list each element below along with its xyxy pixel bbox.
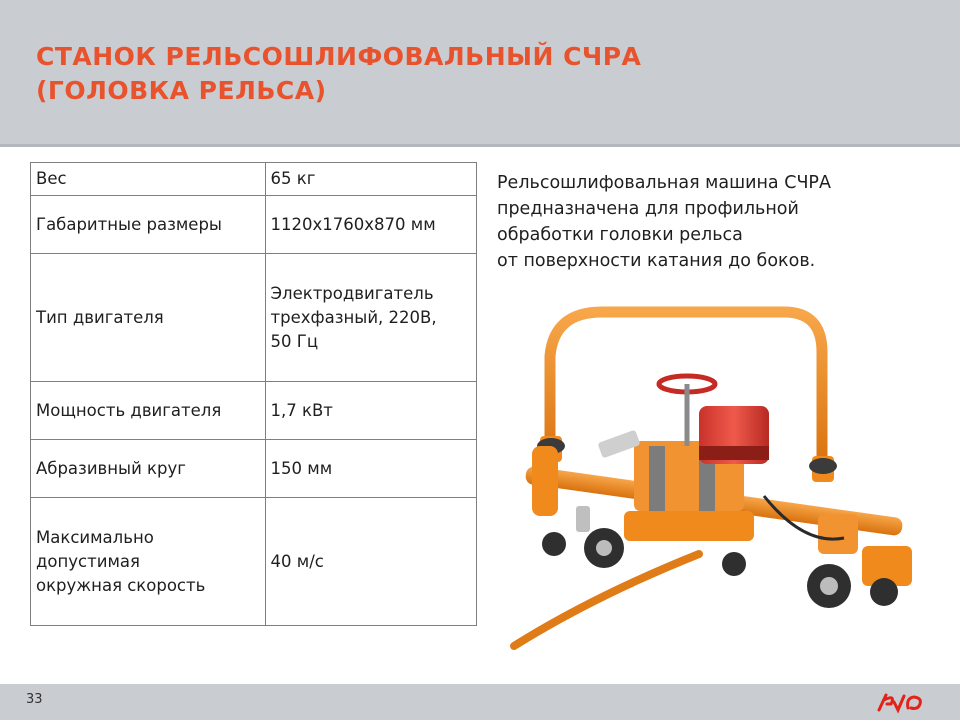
spec-value-line: 65 кг [270,169,316,188]
description-line: обработки головки рельса [497,225,743,245]
spec-label-line: окружная скорость [36,575,206,595]
rzd-logo-icon [876,690,926,714]
spec-label: Абразивный круг [31,440,266,498]
spec-value-line: 50 Гц [270,331,319,351]
spec-value-line: Электродвигатель [270,283,434,303]
spec-value [265,440,476,498]
spec-label [31,498,266,626]
spec-value [265,163,476,196]
description [497,170,927,274]
table-row [31,196,477,254]
spec-value-line: 1,7 кВт [270,400,333,420]
spec-label: Вес [31,163,266,196]
specs-table [30,162,477,626]
rail-grinding-machine-image [484,296,940,666]
slide-title-line-1: СТАНОК РЕЛЬСОШЛИФОВАЛЬНЫЙ СЧРА [36,42,642,71]
description-line: от поверхности катания до боков. [497,251,816,271]
spec-value [265,382,476,440]
spec-label: Тип двигателя [31,254,266,382]
spec-label: Габаритные размеры [31,196,266,254]
spec-value-line: трехфазный, 220В, [270,307,437,327]
description-line: Рельсошлифовальная машина СЧРА [497,173,831,193]
slide-title-line-2: (ГОЛОВКА РЕЛЬСА) [36,76,327,105]
description-line: предназначена для профильной [497,199,799,219]
table-row [31,163,477,196]
spec-value [265,498,476,626]
table-row [31,382,477,440]
spec-value-line: 1120х1760х870 мм [270,214,436,234]
slide-footer [0,684,960,720]
table-row [31,254,477,382]
spec-value [265,196,476,254]
spec-label-line: допустимая [36,551,140,571]
page-number: 33 [26,692,43,707]
slide-title [36,40,916,108]
table-row [31,498,477,626]
spec-value-line: 40 м/с [270,551,324,571]
spec-label-line: Максимально [36,527,154,547]
header-divider [0,144,960,147]
spec-value [265,254,476,382]
spec-value-line: 150 мм [270,458,333,478]
table-row [31,440,477,498]
spec-label: Мощность двигателя [31,382,266,440]
